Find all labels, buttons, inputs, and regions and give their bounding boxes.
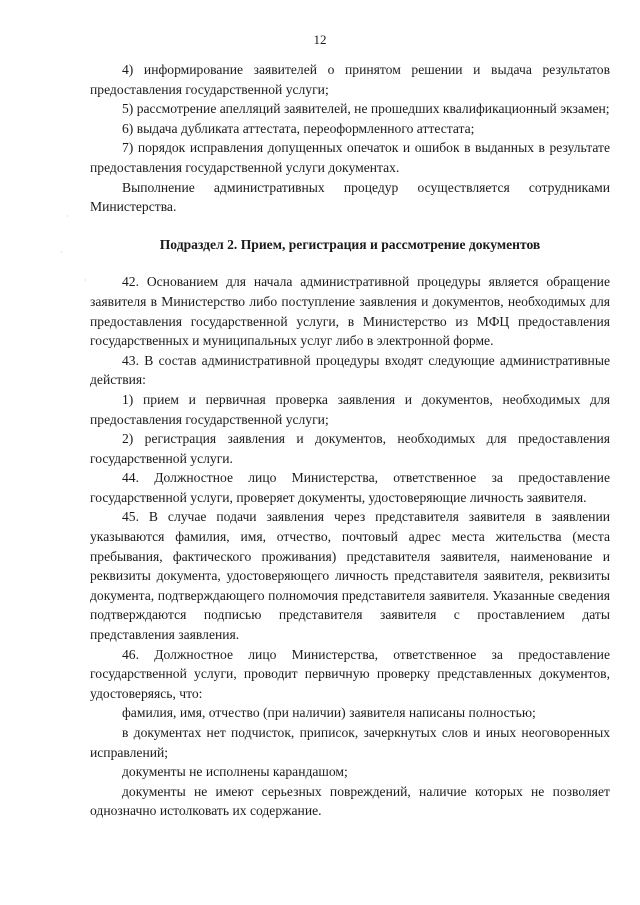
paragraph-44: 44. Должностное лицо Министерства, ответственное за предоставление государственной услуги, проверяет документы, удостоверяющие личность заявителя. — [90, 470, 610, 505]
list-item-4: 4) информирование заявителей о принятом решении и выдача результатов предоставления государственной услуги; — [90, 62, 610, 97]
check-item-full-name: фамилия, имя, отчество (при наличии) заявителя написаны полностью; — [122, 705, 536, 721]
scan-artifact-mark: · — [66, 212, 69, 221]
scan-artifact-mark: · — [84, 276, 87, 285]
check-item-no-corrections: в документах нет подчисток, приписок, зачеркнутых слов и иных неоговоренных исправлений; — [90, 725, 610, 760]
paragraph-42: 42. Основанием для начала административной процедуры является обращение заявителя в Министерство либо поступление заявления и документов, необходимых для предоставления государственной услуги, в Министерство из МФЦ предоставления государственных и муниципальных услуг либо в электронной форме. — [90, 274, 610, 349]
scan-artifact-mark: · — [60, 248, 63, 257]
check-item-no-damage: документы не имеют серьезных повреждений, наличие которых не позволяет однозначно истолковать их содержание. — [90, 783, 610, 819]
page-number: 12 — [313, 32, 327, 47]
paragraph-43-item-1: 1) прием и первичная проверка заявления и документов, необходимых для предоставления государственной услуги; — [90, 391, 610, 427]
paragraph-46: 46. Должностное лицо Министерства, ответственное за предоставление государственной услуги, проводит первичную проверку представленных документов, удостоверяясь, что: — [90, 646, 610, 701]
list-item-5: 5) рассмотрение апелляций заявителей, не прошедших квалификационный экзамен; — [122, 101, 610, 117]
list-item-6: 6) выдача дубликата аттестата, переоформленного аттестата; — [122, 120, 475, 136]
list-item-7: 7) порядок исправления допущенных опечаток и ошибок в выданных в результате предоставления государственной услуги документах. — [90, 140, 610, 175]
paragraph-43: 43. В состав административной процедуры входят следующие административные действия: — [90, 352, 610, 388]
subsection-title: Подраздел 2. Прием, регистрация и рассмотрение документов — [159, 236, 541, 252]
procedures-executor-paragraph: Выполнение административных процедур осуществляется сотрудниками Министерства. — [90, 179, 610, 215]
check-item-no-pencil: документы не исполнены карандашом; — [122, 764, 348, 780]
paragraph-45: 45. В случае подачи заявления через представителя заявителя в заявлении указываются фамилия, имя, отчество, почтовый адрес места жительства (места пребывания, фактического проживания) представителя заявителя, наименование и реквизиты документа, удостоверяющего личность представителя заявителя, реквизиты документа, подтверждающего полномочия представителя заявителя. Указанные сведения подтверждаются подписью представителя заявителя с проставлением даты представления заявления. — [90, 509, 610, 643]
paragraph-43-item-2: 2) регистрация заявления и документов, необходимых для предоставления государственной услуги. — [90, 431, 610, 466]
document-body — [90, 60, 610, 821]
